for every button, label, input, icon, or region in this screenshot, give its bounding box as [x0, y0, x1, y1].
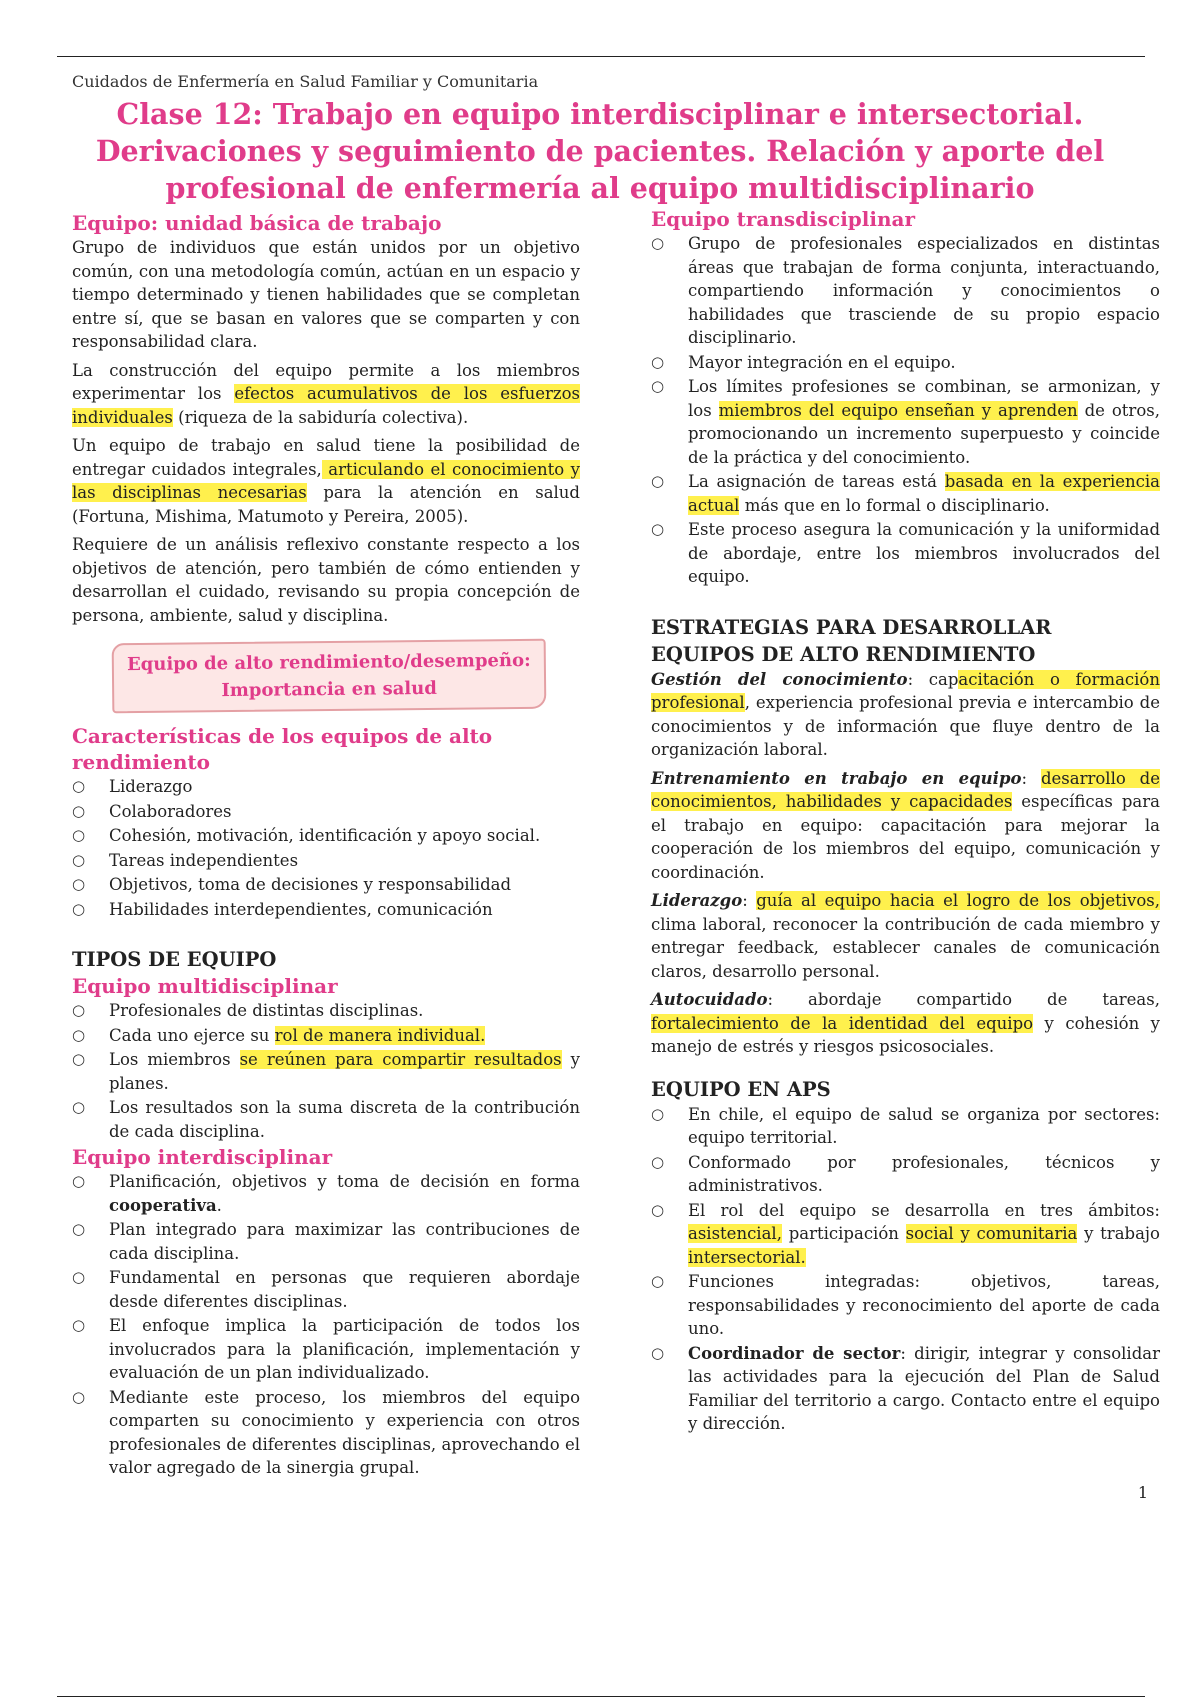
circle-bullet-icon: ○: [72, 1268, 86, 1286]
list-item: ○ Conformado por profesionales, técnicos y administrativos.: [651, 1152, 1160, 1195]
top-rule: [57, 56, 1145, 57]
paragraph: Grupo de individuos que están unidos por un objetivo común, con una metodología común, actúan en un espacio y tiempo determinado y tienen habilidades que se completan entre sí, que se basan en valores que se comparten y con responsabilidad clara.: [72, 238, 580, 351]
highlight: efectos acumulativos de los esfuerzos individuales: [72, 384, 580, 427]
list-item: ○ El enfoque implica la participación de todos los involucrados para la planificación, implementación y evaluación de un plan individualizado.: [72, 1316, 580, 1382]
circle-bullet-icon: ○: [72, 777, 86, 795]
section-heading-aps: EQUIPO EN APS: [651, 1077, 831, 1101]
paragraph: Gestión del conocimiento: capacitación o formación profesional, experiencia profesional previa e intercambio de conocimientos y de información que fluye dentro de la organización laboral.: [651, 669, 1160, 759]
list-item: ○ Coordinador de sector: dirigir, integrar y consolidar las actividades para la ejecución del Plan de Salud Familiar del territorio a cargo. Contacto entre el equipo y dirección.: [651, 1343, 1160, 1433]
callout-box: [112, 639, 547, 714]
list-item: ○ En chile, el equipo de salud se organiza por sectores: equipo territorial.: [651, 1104, 1160, 1147]
list-item: ○ Este proceso asegura la comunicación y la uniformidad de abordaje, entre los miembros involucrados del equipo.: [651, 520, 1160, 586]
page-title: Clase 12: Trabajo en equipo interdisciplinar e intersectorial. Derivaciones y seguimiento de pacientes. Relación y aporte del profesional de enfermería al equipo multidisciplinario: [95, 97, 1105, 205]
list-item: ○ Los resultados son la suma discreta de la contribución de cada disciplina.: [72, 1098, 580, 1141]
section-heading-unidad: Equipo: unidad básica de trabajo: [72, 211, 442, 235]
circle-bullet-icon: ○: [72, 1001, 86, 1019]
list-item: ○ Los límites profesiones se combinan, se armonizan, y los miembros del equipo enseñan y aprenden de otros, promocionando un incremento superpuesto y coincide de la práctica y del conocimiento.: [651, 377, 1160, 467]
list-item: ○ Habilidades interdependientes, comunicación: [72, 898, 580, 922]
section-heading-tipos: TIPOS DE EQUIPO: [72, 948, 277, 971]
circle-bullet-icon: ○: [651, 234, 665, 252]
left-column: [72, 210, 580, 1481]
highlight: basada en la experiencia actual: [688, 472, 1160, 515]
circle-bullet-icon: ○: [651, 352, 665, 371]
list-item: ○ Cada uno ejerce su rol de manera individual.: [72, 1024, 580, 1048]
paragraph: Autocuidado: abordaje compartido de tareas, fortalecimiento de la identidad del equipo y cohesión y manejo de estrés y riesgos psicosociales.: [651, 990, 1161, 1056]
highlight: acitación o formación profesional: [651, 669, 1160, 712]
circle-bullet-icon: ○: [651, 1200, 665, 1219]
list-item: ○ Tareas independientes: [72, 849, 580, 873]
list-item: ○ Profesionales de distintas disciplinas.: [72, 999, 580, 1023]
list-item: ○ Colaboradores: [72, 800, 580, 824]
multidisciplinar-list: [72, 999, 580, 1143]
list-item: ○ Los miembros se reúnen para compartir resultados y planes.: [72, 1050, 580, 1093]
highlight: asistencial,: [688, 1224, 782, 1243]
paragraph: Un equipo de trabajo en salud tiene la posibilidad de entregar cuidados integrales, articulando el conocimiento y las disciplinas necesarias para la atención en salud (Fortuna, Mishima, Matumoto y Pereira, 2005).: [72, 436, 580, 526]
circle-bullet-icon: ○: [72, 875, 86, 893]
list-item: ○ Mayor integración en el equipo.: [651, 351, 1160, 375]
circle-bullet-icon: ○: [651, 472, 665, 490]
list-item: ○ Mediante este proceso, los miembros del equipo comparten su conocimiento y experiencia con otros profesionales de diferentes disciplinas, aprovechando el valor agregado de la sinergia grupal.: [72, 1387, 580, 1477]
highlight: desarrollo de conocimientos, habilidades y capacidades: [651, 768, 1160, 811]
circle-bullet-icon: ○: [72, 826, 86, 844]
section-heading-interdisciplinar: Equipo interdisciplinar: [72, 1145, 333, 1169]
circle-bullet-icon: ○: [651, 1104, 665, 1123]
list-item: ○ La asignación de tareas está basada en la experiencia actual más que en lo formal o disciplinario.: [651, 472, 1160, 515]
circle-bullet-icon: ○: [72, 1220, 86, 1238]
running-header: Cuidados de Enfermería en Salud Familiar y Comunitaria: [72, 72, 539, 91]
list-item: ○ Grupo de profesionales especializados en distintas áreas que trabajan de forma conjunta, interactuando, compartiendo información y conocimientos o habilidades que trasciende de su propio espacio disciplinario.: [651, 234, 1160, 347]
list-item: ○ Planificación, objetivos y toma de decisión en forma cooperativa.: [72, 1172, 580, 1215]
callout-line: Equipo de alto rendimiento/desempeño:: [126, 649, 531, 676]
circle-bullet-icon: ○: [651, 520, 665, 538]
circle-bullet-icon: ○: [72, 1098, 86, 1116]
list-item: ○ Plan integrado para maximizar las contribuciones de cada disciplina.: [72, 1220, 580, 1263]
section-heading-caracteristicas: Características de los equipos de alto rendimiento: [72, 724, 493, 774]
circle-bullet-icon: ○: [72, 1025, 86, 1044]
list-item: ○ Funciones integradas: objetivos, tareas, responsabilidades y reconocimiento del aporte de cada uno.: [651, 1272, 1160, 1338]
list-item: ○ Objetivos, toma de decisiones y responsabilidad: [72, 873, 580, 897]
circle-bullet-icon: ○: [72, 1050, 86, 1068]
highlight: guía al equipo hacia el logro de los objetivos,: [756, 891, 1160, 910]
circle-bullet-icon: ○: [651, 377, 665, 395]
paragraph: Entrenamiento en trabajo en equipo: desarrollo de conocimientos, habilidades y capacidades específicas para el trabajo en equipo: capacitación para mejorar la cooperación de los miembros del equipo, comunicación y coordinación.: [651, 768, 1160, 882]
circle-bullet-icon: ○: [651, 1343, 665, 1362]
bottom-rule: [57, 1696, 1145, 1697]
section-heading-multidisciplinar: Equipo multidisciplinar: [72, 974, 338, 998]
list-item: ○ Cohesión, motivación, identificación y apoyo social.: [72, 824, 580, 848]
list-item: ○ Fundamental en personas que requieren abordaje desde diferentes disciplinas.: [72, 1268, 580, 1311]
list-item: ○ Liderazgo: [72, 775, 580, 799]
circle-bullet-icon: ○: [651, 1152, 665, 1171]
paragraph: La construcción del equipo permite a los miembros experimentar los efectos acumulativos de los esfuerzos individuales (riqueza de la sabiduría colectiva).: [72, 360, 580, 427]
circle-bullet-icon: ○: [72, 1172, 86, 1190]
transdisciplinar-list: [651, 232, 1160, 589]
right-column: [651, 206, 1160, 1437]
circle-bullet-icon: ○: [651, 1272, 665, 1290]
callout-line: Importancia en salud: [221, 677, 437, 702]
highlight: se reúnen para compartir resultados: [239, 1050, 562, 1069]
highlight: social y comunitaria: [905, 1224, 1078, 1243]
section-heading-estrategias: ESTRATEGIAS PARA DESARROLLAR EQUIPOS DE ALTO RENDIMIENTO: [651, 615, 1052, 666]
paragraph: Liderazgo: guía al equipo hacia el logro de los objetivos, clima laboral, reconocer la contribución de cada miembro y entregar feedback, establecer canales de comunicación claros, desarrollo personal.: [651, 891, 1160, 981]
highlight: rol de manera individual.: [274, 1025, 486, 1045]
highlight: miembros del equipo enseñan y aprenden: [718, 400, 1078, 420]
caracteristicas-list: [72, 775, 580, 921]
circle-bullet-icon: ○: [72, 850, 86, 869]
list-item: ○ El rol del equipo se desarrolla en tres ámbitos: asistencial, participación social y comunitaria y trabajo intersectorial.: [651, 1200, 1160, 1267]
aps-list: [651, 1103, 1160, 1436]
circle-bullet-icon: ○: [72, 801, 86, 820]
highlight: articulando el conocimiento y las disciplinas necesarias: [72, 459, 580, 502]
circle-bullet-icon: ○: [72, 1316, 86, 1334]
page-number: 1: [1137, 1483, 1148, 1502]
interdisciplinar-list: [72, 1170, 580, 1480]
paragraph: Requiere de un análisis reflexivo constante respecto a los objetivos de atención, pero también de cómo entienden y desarrollan el cuidado, revisando su propia concepción de persona, ambiente, salud y disciplina.: [72, 535, 580, 625]
highlight: fortalecimiento de la identidad del equipo: [651, 1013, 1034, 1033]
circle-bullet-icon: ○: [72, 1387, 86, 1406]
circle-bullet-icon: ○: [72, 899, 86, 918]
highlight: intersectorial.: [688, 1247, 806, 1267]
section-heading-transdisciplinar: Equipo transdisciplinar: [651, 207, 916, 231]
